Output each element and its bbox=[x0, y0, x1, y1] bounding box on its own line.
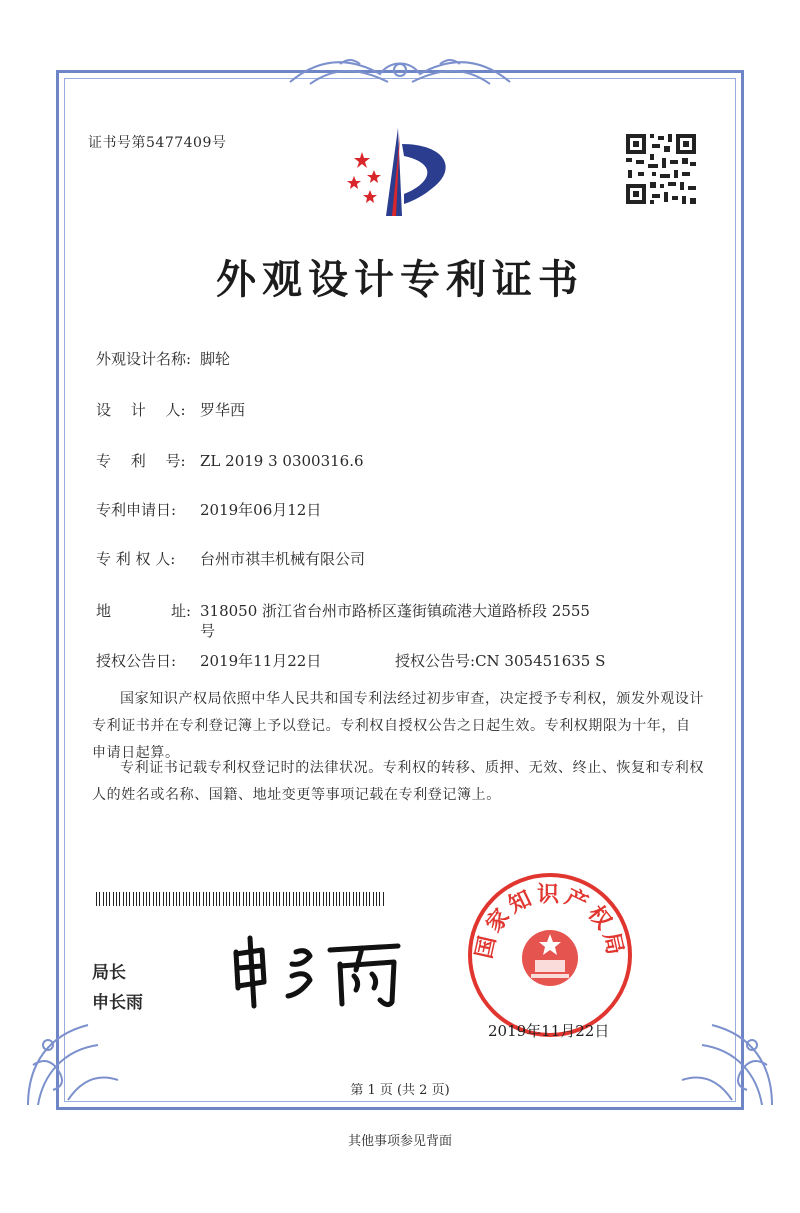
barcode-bar bbox=[253, 892, 254, 906]
certificate-title: 外观设计专利证书 bbox=[216, 257, 584, 303]
field-value: 台州市祺丰机械有限公司 bbox=[200, 550, 366, 568]
field-patentee bbox=[96, 548, 365, 569]
barcode-bar bbox=[96, 892, 97, 906]
barcode-bar bbox=[249, 892, 250, 906]
barcode-bar bbox=[256, 892, 257, 906]
barcode-bar bbox=[169, 892, 170, 906]
barcode-bar bbox=[196, 892, 197, 906]
barcode-bar bbox=[353, 892, 354, 906]
barcode-bar bbox=[339, 892, 340, 906]
barcode-bar bbox=[319, 892, 320, 906]
barcode-bar bbox=[173, 892, 174, 906]
top-ornament bbox=[280, 52, 520, 92]
field-label: 专 利 号: bbox=[96, 452, 186, 470]
barcode-bar bbox=[206, 892, 207, 906]
barcode-bar bbox=[293, 892, 294, 906]
barcode-bar bbox=[239, 892, 240, 906]
barcode-bar bbox=[176, 892, 177, 906]
barcode-bar bbox=[106, 892, 107, 906]
barcode-bar bbox=[283, 892, 284, 906]
barcode-bar bbox=[299, 892, 300, 906]
barcode-bar bbox=[309, 892, 310, 906]
field-label: 外观设计名称: bbox=[96, 350, 192, 368]
barcode-bar bbox=[343, 892, 344, 906]
barcode-bar bbox=[223, 892, 224, 906]
barcode-bar bbox=[286, 892, 287, 906]
barcode-bar bbox=[236, 892, 237, 906]
barcode-bar bbox=[189, 892, 190, 906]
barcode-bar bbox=[129, 892, 130, 906]
page-number: 第 1 页 (共 2 页) bbox=[350, 1083, 450, 1098]
barcode-bar bbox=[359, 892, 360, 906]
barcode-bar bbox=[146, 892, 147, 906]
field-value: 2019年11月22日 bbox=[200, 652, 322, 670]
field-value: CN 305451635 S bbox=[475, 652, 606, 670]
field-value: ZL 2019 3 0300316.6 bbox=[200, 452, 364, 470]
barcode-bar bbox=[329, 892, 330, 906]
back-note: 其他事项参见背面 bbox=[347, 1134, 452, 1149]
barcode-bar bbox=[213, 892, 214, 906]
barcode-bar bbox=[119, 892, 120, 906]
official-seal bbox=[465, 870, 635, 1040]
barcode-bar bbox=[166, 892, 167, 906]
barcode bbox=[96, 892, 386, 906]
barcode-bar bbox=[126, 892, 127, 906]
field-label: 授权公告日: bbox=[96, 652, 177, 670]
director-signature bbox=[222, 930, 412, 1010]
address-line-1: 318050 浙江省台州市路桥区蓬街镇疏港大道路桥段 2555 bbox=[200, 602, 590, 620]
barcode-bar bbox=[373, 892, 374, 906]
field-designer bbox=[96, 399, 245, 420]
barcode-bar bbox=[276, 892, 277, 906]
field-value: 脚轮 bbox=[200, 350, 231, 368]
barcode-bar bbox=[356, 892, 357, 906]
barcode-bar bbox=[193, 892, 194, 906]
barcode-bar bbox=[99, 892, 100, 906]
address-line-2: 号 bbox=[200, 622, 216, 640]
field-value: 2019年06月12日 bbox=[200, 501, 322, 519]
legal-paragraph-1: 国家知识产权局依照中华人民共和国专利法经过初步审查，决定授予专利权，颁发外观设计专利证书并在专利登记簿上予以登记。专利权自授权公告之日起生效。专利权期限为十年，自申请日起算。 bbox=[92, 691, 704, 761]
barcode-bar bbox=[326, 892, 327, 906]
barcode-bar bbox=[363, 892, 364, 906]
barcode-bar bbox=[216, 892, 217, 906]
field-address bbox=[96, 600, 590, 640]
certificate-number: 证书号第5477409号 bbox=[88, 135, 227, 151]
barcode-bar bbox=[266, 892, 267, 906]
barcode-bar bbox=[203, 892, 204, 906]
barcode-bar bbox=[229, 892, 230, 906]
barcode-bar bbox=[113, 892, 114, 906]
bottom-right-ornament bbox=[662, 1005, 782, 1115]
field-label: 设 计 人: bbox=[96, 401, 186, 419]
barcode-bar bbox=[323, 892, 324, 906]
national-emblem-icon bbox=[522, 930, 578, 986]
barcode-bar bbox=[156, 892, 157, 906]
bottom-left-ornament bbox=[18, 1005, 138, 1115]
seal-date: 2019年11月22日 bbox=[488, 1022, 610, 1040]
field-label: 授权公告号: bbox=[395, 652, 476, 670]
barcode-bar bbox=[136, 892, 137, 906]
barcode-bar bbox=[209, 892, 210, 906]
barcode-bar bbox=[366, 892, 367, 906]
barcode-bar bbox=[179, 892, 180, 906]
barcode-bar bbox=[133, 892, 134, 906]
barcode-bar bbox=[383, 892, 384, 906]
barcode-bar bbox=[279, 892, 280, 906]
barcode-bar bbox=[243, 892, 244, 906]
barcode-bar bbox=[336, 892, 337, 906]
barcode-bar bbox=[233, 892, 234, 906]
barcode-bar bbox=[376, 892, 377, 906]
qr-code bbox=[624, 132, 698, 206]
barcode-bar bbox=[369, 892, 370, 906]
barcode-bar bbox=[269, 892, 270, 906]
barcode-bar bbox=[153, 892, 154, 906]
barcode-bar bbox=[303, 892, 304, 906]
director-title: 局长 bbox=[92, 963, 126, 983]
barcode-bar bbox=[306, 892, 307, 906]
field-design-name bbox=[96, 348, 230, 369]
barcode-bar bbox=[103, 892, 104, 906]
barcode-bar bbox=[296, 892, 297, 906]
field-label: 专 利 权 人: bbox=[96, 550, 176, 568]
barcode-bar bbox=[116, 892, 117, 906]
barcode-bar bbox=[246, 892, 247, 906]
barcode-bar bbox=[349, 892, 350, 906]
director-name: 申长雨 bbox=[92, 993, 143, 1013]
field-value: 罗华西 bbox=[200, 401, 246, 419]
barcode-bar bbox=[346, 892, 347, 906]
legal-paragraph-2: 专利证书记载专利权登记时的法律状况。专利权的转移、质押、无效、终止、恢复和专利权人的姓名或名称、国籍、地址变更等事项记载在专利登记簿上。 bbox=[92, 760, 704, 803]
barcode-bar bbox=[289, 892, 290, 906]
barcode-bar bbox=[219, 892, 220, 906]
barcode-bar bbox=[263, 892, 264, 906]
field-label: 地 址: bbox=[96, 602, 192, 620]
barcode-bar bbox=[183, 892, 184, 906]
field-patent-number bbox=[96, 450, 364, 471]
barcode-bar bbox=[379, 892, 380, 906]
seal-text: 国家知识产权局 bbox=[472, 882, 628, 961]
barcode-bar bbox=[226, 892, 227, 906]
field-grant-number bbox=[395, 650, 605, 671]
field-label: 专利申请日: bbox=[96, 501, 177, 519]
barcode-bar bbox=[186, 892, 187, 906]
barcode-bar bbox=[109, 892, 110, 906]
barcode-bar bbox=[199, 892, 200, 906]
barcode-bar bbox=[143, 892, 144, 906]
field-grant-date bbox=[96, 650, 321, 671]
barcode-bar bbox=[333, 892, 334, 906]
barcode-bar bbox=[163, 892, 164, 906]
barcode-bar bbox=[123, 892, 124, 906]
field-application-date bbox=[96, 499, 321, 520]
barcode-bar bbox=[313, 892, 314, 906]
barcode-bar bbox=[259, 892, 260, 906]
barcode-bar bbox=[149, 892, 150, 906]
barcode-bar bbox=[316, 892, 317, 906]
barcode-bar bbox=[159, 892, 160, 906]
barcode-bar bbox=[273, 892, 274, 906]
barcode-bar bbox=[139, 892, 140, 906]
cnipa-logo bbox=[330, 124, 470, 224]
